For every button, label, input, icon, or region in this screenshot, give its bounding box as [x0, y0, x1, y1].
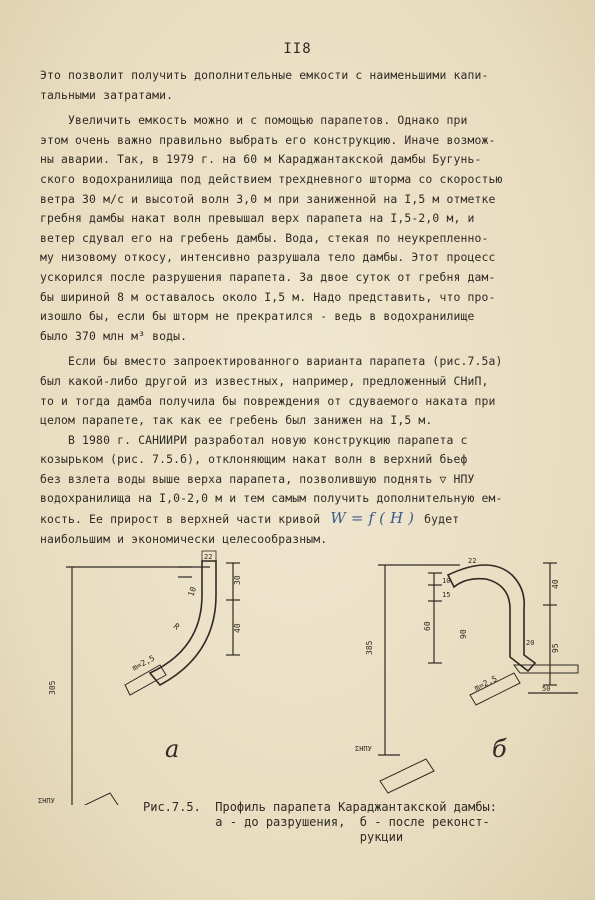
dim-top-a: 22 — [204, 553, 213, 561]
text-line: Если бы вместо запроектированного варианта парапета (рис.7.5а) — [40, 354, 503, 369]
text-line: Увеличить емкость можно и с помощью парапетов. Однако при — [40, 113, 468, 128]
text-line: бы шириной 8 м оставалось около I,5 м. Надо представить, что про- — [40, 289, 496, 304]
dim-10-b: 10 — [442, 577, 451, 585]
dim-95-b: 95 — [551, 643, 560, 653]
text-line: ского водохранилища под действием трехдневного шторма со скоростью — [40, 171, 503, 186]
water-mark-b: ΣНПУ — [355, 745, 372, 753]
text-line: наибольшим и экономически целесообразным. — [40, 531, 328, 546]
text-line: водохранилища на I,0-2,0 м и тем самым получить дополнительную ем- — [40, 491, 503, 506]
label-b: б — [492, 735, 507, 763]
text-line: ускорился после разрушения парапета. За двое суток от гребня дам- — [40, 269, 496, 284]
text-segment: будет — [424, 512, 460, 527]
parapet-profile-figure — [30, 545, 590, 805]
dim-40-b: 40 — [551, 579, 560, 589]
dim-30-a: 30 — [233, 575, 242, 585]
drawing-a — [38, 551, 242, 805]
page-number: II8 — [283, 41, 312, 57]
text-line: целом парапете, так как ее гребень был занижен на I,5 м. — [40, 413, 433, 428]
caption-line: а - до разрушения, б - после реконст- — [143, 815, 490, 829]
text-line: козырьком (рис. 7.5.б), отклоняющим накат волн в верхний бьеф — [40, 452, 468, 467]
text-line-with-formula — [40, 509, 580, 530]
text-line: без взлета воды выше верха парапета, позволившую поднять ▽ НПУ — [40, 471, 475, 486]
dim-15-b: 15 — [442, 591, 451, 599]
caption-line: рукции — [143, 830, 404, 844]
text-line: ветер сдувал его на гребень дамбы. Вода, стекая по неукрепленно- — [40, 230, 489, 245]
dim-height-b: 385 — [365, 640, 374, 655]
text-line: было 370 млн м³ воды. — [40, 328, 188, 343]
dim-height-a: 305 — [48, 680, 57, 695]
text-line: этом очень важно правильно выбрать его конструкцию. Иначе возмож- — [40, 132, 496, 147]
slope-label-b: m=2,5 — [472, 674, 499, 693]
water-mark-a: ΣНПУ — [38, 797, 55, 805]
text-line: ветра 30 м/с и высотой волн 3,0 м при заниженной на I,5 м отметке — [40, 191, 496, 206]
dim-60-b: 60 — [423, 621, 432, 631]
text-line: В 1980 г. САНИИРИ разработал новую конструкцию парапета с — [40, 432, 468, 447]
radius-label-a: R — [171, 621, 182, 632]
text-segment: кость. Ее прирост в верхней части кривой — [40, 512, 321, 527]
text-line: был какой-либо другой из известных, например, предложенный СНиП, — [40, 373, 489, 388]
dim-top-b: 22 — [468, 557, 477, 565]
text-line: изошло бы, если бы шторм не прекратился - ведь в водохранилище — [40, 309, 475, 324]
drawing-b — [355, 557, 578, 793]
caption-line: Рис.7.5. Профиль парапета Караджантакской дамбы: — [143, 800, 498, 814]
text-line: Это позволит получить дополнительные емкости с наименьшими капи- — [40, 68, 489, 82]
text-line: тальными затратами. — [40, 87, 174, 102]
slope-label-a: m=2,5 — [130, 653, 157, 673]
dim-10-a: 10 — [186, 585, 199, 598]
dim-40-a: 40 — [233, 623, 242, 633]
text-line: му низовому откосу, интенсивно разрушала тело дамбы. Этот процесс — [40, 250, 496, 265]
text-line: ны аварии. Так, в 1979 г. на 60 м Караджантакской дамбы Бугунь- — [40, 152, 482, 167]
dim-90-b: 90 — [459, 629, 468, 639]
text-line: то и тогда дамба получила бы повреждения от сдуваемого наката при — [40, 393, 496, 408]
body-text — [40, 66, 580, 549]
formula: W = f ( H ) — [330, 509, 415, 528]
label-a: а — [165, 735, 180, 763]
figure-caption — [143, 800, 583, 845]
dim-50-b: 50 — [542, 685, 551, 693]
dim-20-b: 20 — [526, 639, 535, 647]
text-line: гребня дамбы накат волн превышал верх парапета на I,5-2,0 м, и — [40, 211, 475, 226]
